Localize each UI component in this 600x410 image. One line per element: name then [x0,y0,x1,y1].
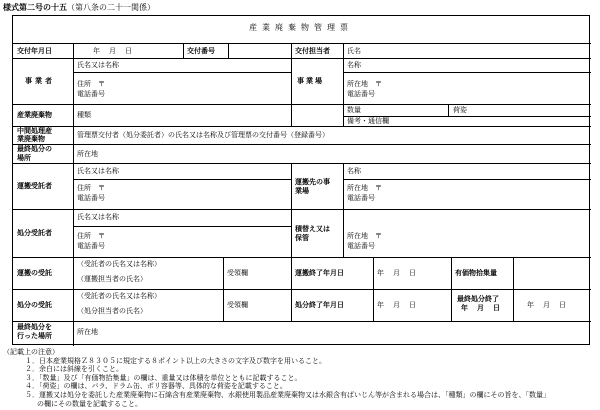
column-divider [343,43,344,127]
column-divider [291,43,292,127]
note-item: ４．「荷姿」の欄は、バラ、ドラム缶、ポリ容器等、具体的な荷姿を記載すること。 [25,382,287,391]
row-divider [13,144,591,145]
column-divider [228,43,229,58]
transport-contractor-name-field[interactable]: 氏名又は名称 [77,167,119,175]
final-site-label-line2: 場所 [17,154,31,162]
note-item: ２．余白には斜線を引くこと。 [25,365,123,374]
business-phone-field[interactable]: 電話番号 [77,90,105,98]
waste-label: 産業廃棄物 [17,111,52,119]
waste-type-field[interactable]: 種類 [77,111,91,119]
disposal-contractor-label: 処分受託者 [17,229,52,237]
transport-contractor-phone-field[interactable]: 電話番号 [77,194,105,202]
row-divider [13,104,591,105]
intermediate-label-line1: 中間処理産 [17,127,52,135]
disposal-contractor-phone-field[interactable]: 電話番号 [77,242,105,250]
column-divider [513,257,514,321]
disposal-contractor-address-field[interactable]: 住所 〒 [77,232,105,240]
final-site-label-line1: 最終処分の [17,145,52,153]
disposal-end-date-value[interactable]: 年 月 日 [377,301,417,309]
inner-divider [73,72,291,73]
transport-receipt-seal-label: 受領欄 [227,269,248,277]
issue-date-value[interactable]: 年 月 日 [93,47,133,55]
inner-divider [73,226,291,227]
inner-divider [73,179,291,180]
column-divider [223,257,224,321]
transport-dest-label-line1: 運搬先の事 [295,178,330,186]
transport-receipt-contractor-name[interactable]: （受託者の氏名又は名称） [77,260,161,268]
disposal-receipt-contractor-name[interactable]: （受託者の氏名又は名称） [77,292,161,300]
waste-form-field[interactable]: 荷姿 [453,106,467,114]
transport-dest-label-line2: 業場 [295,187,309,195]
issue-person-name-field[interactable]: 氏名 [347,47,361,55]
inner-divider [343,179,591,180]
row-divider [13,126,591,127]
row-divider [13,43,591,44]
manifest-form [12,15,590,345]
disposal-receipt-label: 処分の受託 [17,301,52,309]
transport-dest-address-field[interactable]: 所在地 〒 [347,184,382,192]
issue-number-label: 交付番号 [187,47,215,55]
form-article-reference: （第八条の二十一関係） [67,3,155,12]
site-phone-field[interactable]: 電話番号 [347,90,375,98]
inner-divider [343,72,591,73]
final-disposal-end-label-line2: 年 月 日 [461,304,501,312]
business-address-field[interactable]: 住所 〒 [77,80,105,88]
notes-heading: （記載上の注意） [3,348,59,356]
disposal-contractor-name-field[interactable]: 氏名又は名称 [77,213,119,221]
valuables-quantity-label: 有価物拾集量 [455,269,497,277]
column-divider [448,104,449,116]
disposal-receipt-seal-label: 受領欄 [227,301,248,309]
business-name-field[interactable]: 氏名又は名称 [77,61,119,69]
form-number: 様式第二号の十五 [3,3,67,12]
column-divider [343,163,344,257]
row-divider [13,257,591,258]
final-place-address-field[interactable]: 所在地 [77,328,98,336]
note-item: ３．「数量」及び「有価物拾集量」の欄は、重量又は体積を単位とともに記載すること。 [25,373,302,382]
disposal-receipt-person-name[interactable]: （処分担当者の氏名） [77,307,147,315]
storage-label-line1: 積替え又は [295,225,330,233]
transport-end-date-label: 運搬終了年月日 [295,269,344,277]
transport-dest-phone-field[interactable]: 電話番号 [347,194,375,202]
final-place-label-line2: 行った場所 [17,332,52,340]
storage-address-field[interactable]: 所在地 〒 [347,232,382,240]
row-divider [13,163,591,164]
row-divider [13,289,591,290]
column-divider [451,257,452,321]
issue-person-label: 交付担当者 [295,47,330,55]
form-heading: 産業廃棄物管理票 [249,23,353,32]
remarks-field[interactable]: 備考・通信欄 [347,117,389,125]
transport-end-date-value[interactable]: 年 月 日 [377,269,417,277]
storage-label-line2: 保管 [295,234,309,242]
transport-contractor-label: 運搬受託者 [17,182,52,190]
disposal-end-date-label: 処分終了年月日 [295,301,344,309]
transport-receipt-person-name[interactable]: （運搬担当者の氏名） [77,275,147,283]
transport-dest-name-field[interactable]: 名称 [347,167,361,175]
note-item: ５．運搬又は処分を委託した産業廃棄物に石綿含有産業廃棄物、水銀使用製品産業廃棄物又は水銀含有ばいじん等が含まれる場合は、「種類」の欄にその旨を、「数量」 [25,390,550,399]
waste-quantity-field[interactable]: 数量 [347,106,361,114]
final-site-address-field[interactable]: 所在地 [77,150,98,158]
note-continuation: の欄にその数量を記載すること。 [37,399,142,408]
column-divider [183,43,184,58]
issue-date-label: 交付年月日 [17,47,52,55]
transport-receipt-label: 運搬の受託 [17,269,52,277]
final-place-label-line1: 最終処分を [17,323,52,331]
row-divider [13,321,591,322]
note-item: １．日本産業規格Ｚ８３０５に規定する８ポイント以上の大きさの文字及び数字を用いること。 [25,356,326,365]
site-label: 事業場 [297,77,324,85]
form-title [3,2,155,13]
storage-phone-field[interactable]: 電話番号 [347,242,375,250]
site-name-field[interactable]: 名称 [347,61,361,69]
transport-contractor-address-field[interactable]: 住所 〒 [77,184,105,192]
label-column-divider [73,43,74,346]
intermediate-label-line2: 業廃棄物 [17,135,45,143]
intermediate-field[interactable]: 管理票交付者（処分委託者）の氏名又は名称及び管理票の交付番号（登録番号） [77,131,329,139]
column-divider [291,163,292,322]
final-disposal-end-date-value[interactable]: 年 月 日 [527,301,567,309]
site-address-field[interactable]: 所在地 〒 [347,80,382,88]
final-disposal-end-label-line1: 最終処分終了 [457,295,499,303]
notes-section [3,348,597,408]
column-divider [373,257,374,321]
business-label: 事業者 [25,77,55,85]
row-divider [13,209,591,210]
row-divider [13,58,591,59]
